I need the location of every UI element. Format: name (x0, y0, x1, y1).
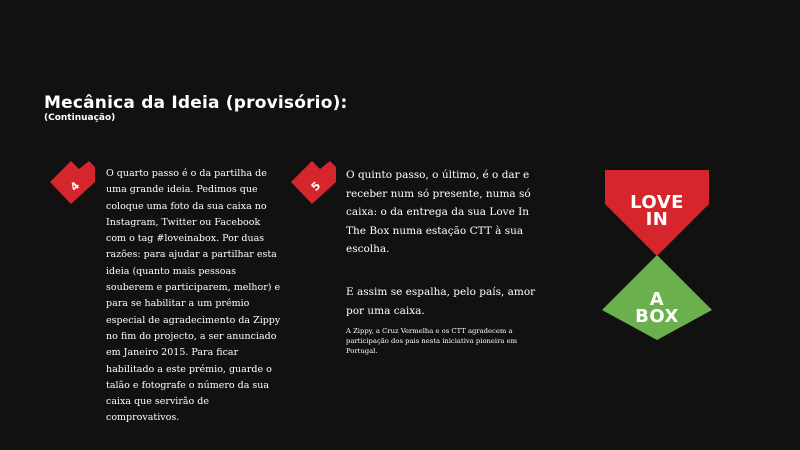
logo-a-text: A (649, 289, 665, 310)
step-5-text: O quinto passo, o último, é o dar e receber num só presente, numa só caixa: o da entrega da sua Love In The Box numa estação CTT à sua escolha. (346, 169, 531, 256)
step-4-text: O quarto passo é o da partilha de uma grande ideia. Pedimos que coloque uma foto da sua caixa no Instagram, Twitter ou Facebook com o tag #loveinabox. Por duas razões: para ajudar a partilhar esta ideia (quanto mais pessoas souberem e participarem, melhor) e para se habilitar a um prémio especial de agradecimento da Zippy no fim do projecto, a ser anunciado em Janeiro 2015. Para ficar habilitado a este prémio, guarde o talão e fotografe o número da sua caixa que servirão de comprovativos. (106, 168, 281, 424)
logo-box-text: BOX (635, 306, 679, 327)
step-5-number: 5 (308, 179, 324, 194)
acknowledgement-note: A Zippy, a Cruz Vermelha e os CTT agradecem a participação dos pais nesta iniciativa pioneira em Portugal. (346, 327, 518, 355)
logo-love-text: LOVE (630, 192, 684, 213)
step-5-closing-text: E assim se espalha, pelo país, amor por uma caixa. (346, 286, 536, 317)
page-title: Mecânica da Ideia (provisório): (44, 93, 348, 113)
step-4-number: 4 (67, 179, 83, 194)
page-subtitle: (Continuação) (44, 113, 116, 123)
love-in-a-box-logo (600, 164, 714, 340)
step-5-icon (287, 160, 337, 205)
step-4-icon (46, 160, 96, 205)
logo-in-text: IN (645, 209, 669, 230)
